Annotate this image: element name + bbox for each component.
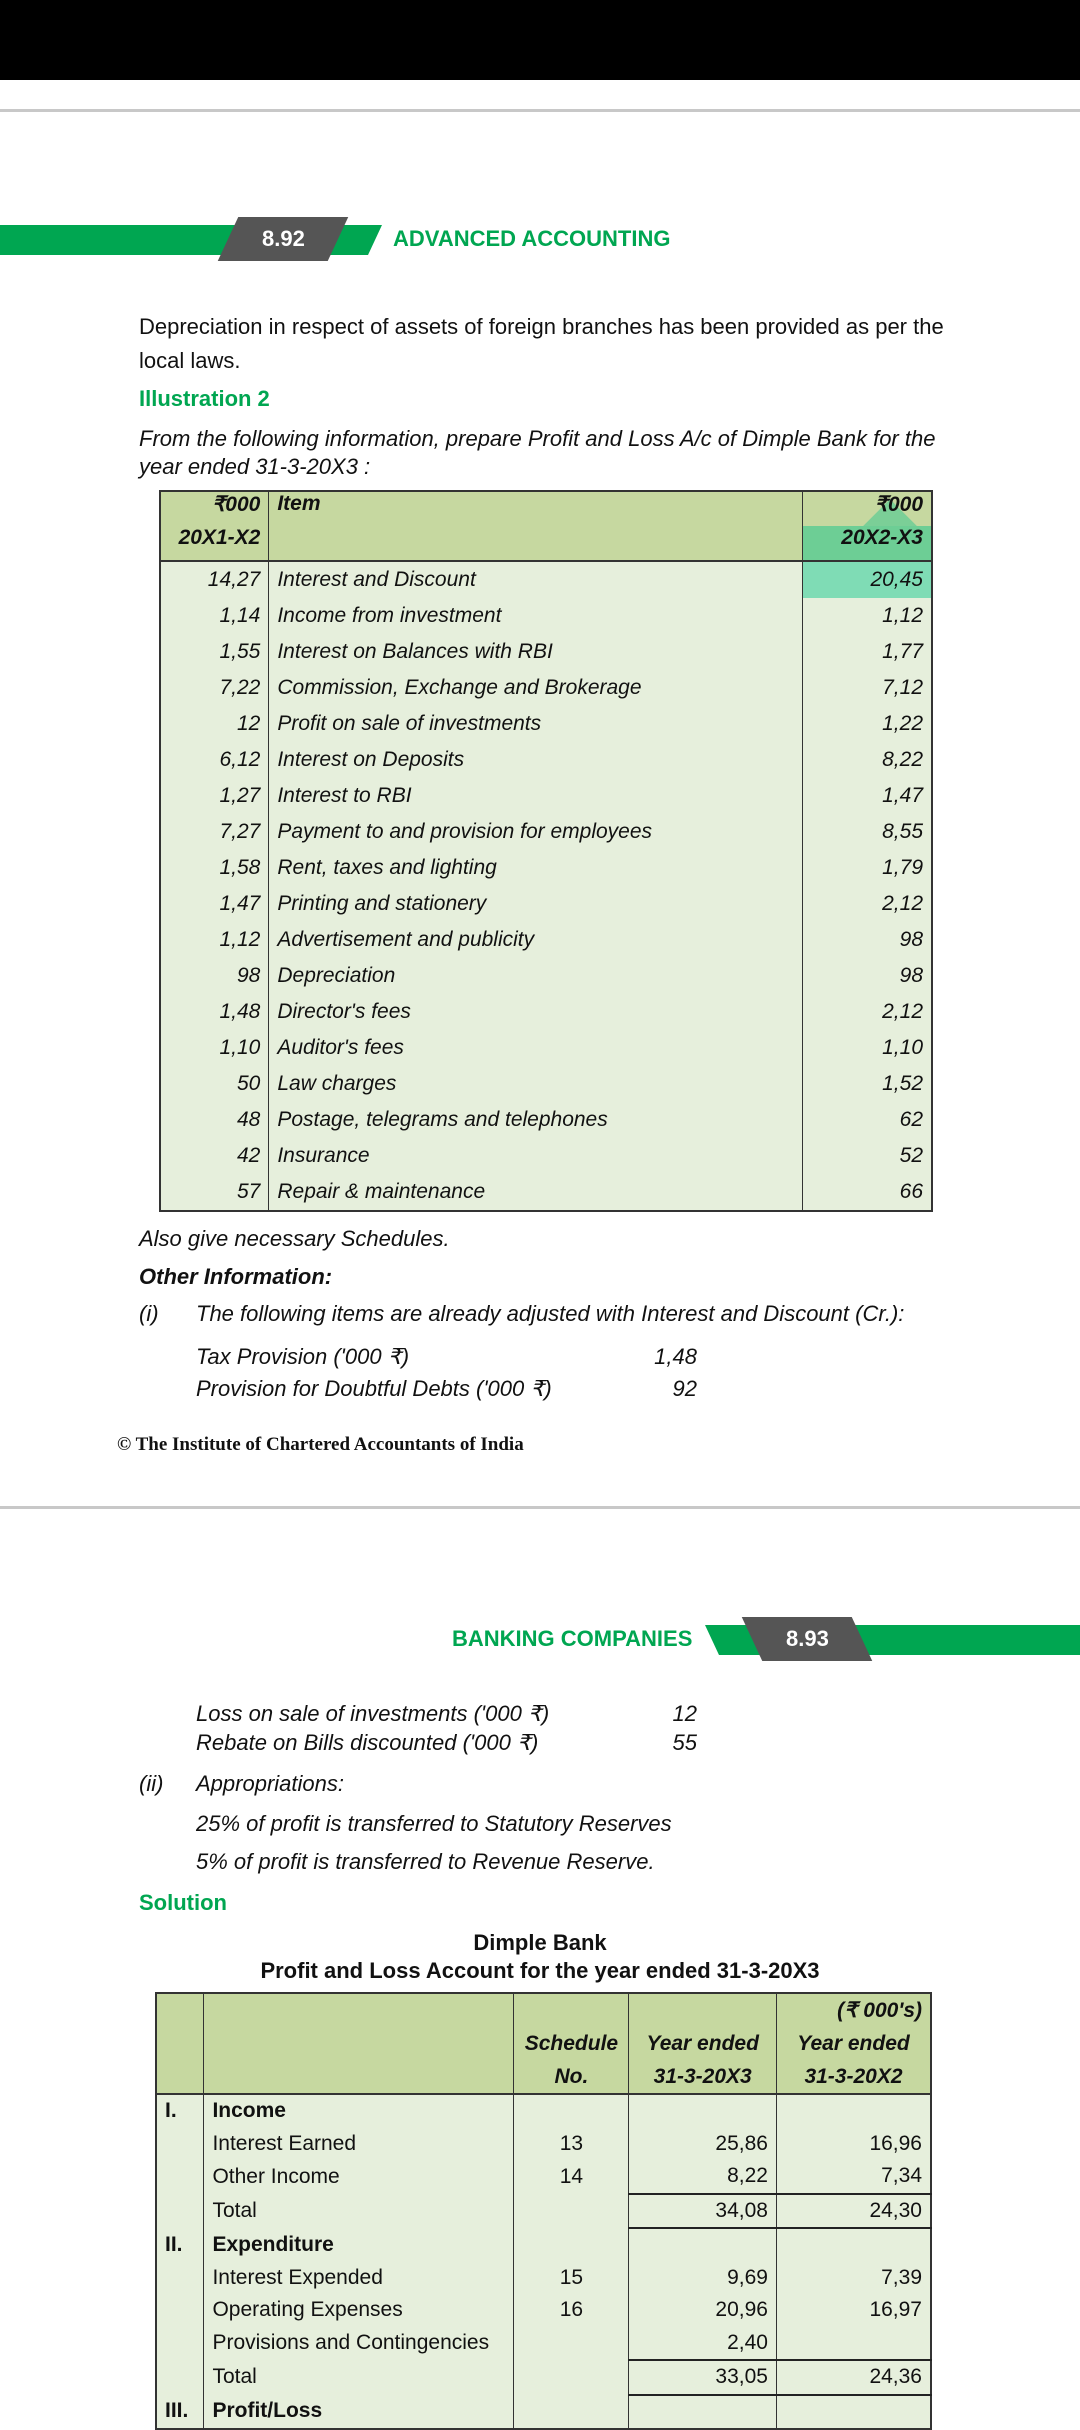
header-current: Year ended xyxy=(629,2027,777,2060)
table-row xyxy=(160,1174,932,1211)
curr-value: 2,12 xyxy=(802,994,932,1030)
current-year-value: 2,40 xyxy=(629,2327,777,2361)
current-year-value: 25,86 xyxy=(629,2128,777,2161)
table-row xyxy=(156,2094,931,2128)
header-previous: Year ended xyxy=(776,2027,931,2060)
question-line: year ended 31-3-20X3 : xyxy=(139,454,371,479)
prev-value: 50 xyxy=(160,1066,269,1102)
item-label: Auditor's fees xyxy=(269,1030,802,1066)
item-label: Interest on Deposits xyxy=(269,742,802,778)
table-row xyxy=(156,2194,931,2229)
adjustment-value: 1,48 xyxy=(654,1344,697,1369)
prev-value: 6,12 xyxy=(160,742,269,778)
section-number xyxy=(156,2327,204,2361)
item-label: Rent, taxes and lighting xyxy=(269,850,802,886)
item-label: Law charges xyxy=(269,1066,802,1102)
item-label: Interest to RBI xyxy=(269,778,802,814)
prev-value: 7,27 xyxy=(160,814,269,850)
data-table xyxy=(159,490,933,1212)
current-year-value xyxy=(629,2094,777,2128)
prev-value: 14,27 xyxy=(160,561,269,598)
row-label: Profit/Loss xyxy=(204,2395,514,2430)
schedule-no xyxy=(514,2228,629,2262)
page-divider xyxy=(0,109,1080,112)
adjustment-label: Tax Provision ('000 ₹) xyxy=(196,1344,410,1369)
running-header: BANKING COMPANIES xyxy=(452,1626,693,1651)
curr-value: 1,10 xyxy=(802,1030,932,1066)
section-number: I. xyxy=(156,2094,204,2128)
table-row xyxy=(156,2327,931,2361)
other-info-title: Other Information: xyxy=(139,1264,333,1289)
copyright: © The Institute of Chartered Accountants of India xyxy=(117,1434,524,1455)
previous-year-value: 16,97 xyxy=(776,2294,931,2327)
table-row xyxy=(160,850,932,886)
section-number xyxy=(156,2194,204,2229)
row-label: Total xyxy=(204,2360,514,2395)
page-number-tag: 8.92 xyxy=(218,217,349,261)
previous-year-value: 24,30 xyxy=(776,2194,931,2229)
prev-value: 1,12 xyxy=(160,922,269,958)
item-label: Postage, telegrams and telephones xyxy=(269,1102,802,1138)
previous-year-value xyxy=(776,2228,931,2262)
prev-value: 1,55 xyxy=(160,634,269,670)
prev-value: 1,10 xyxy=(160,1030,269,1066)
prev-value: 12 xyxy=(160,706,269,742)
adjustment-value: 92 xyxy=(672,1376,697,1401)
header-prev-unit: ₹000 xyxy=(160,491,269,526)
table-row xyxy=(156,2294,931,2327)
curr-value: 1,47 xyxy=(802,778,932,814)
table-row xyxy=(156,2228,931,2262)
adjustment-label: Provision for Doubtful Debts ('000 ₹) xyxy=(196,1376,552,1401)
previous-year-value: 16,96 xyxy=(776,2128,931,2161)
section-number xyxy=(156,2128,204,2161)
profit-loss-table: (₹ 000's) Schedule Year ended Year ended No. 31-3-20X3 31-3-20X2 I. Income Interest Earned 13 25,86 16,96 Other Income 14 8,22 7,34 Total 34,08 24,30 II. Expenditure Interest Expended 15 9,69 7,39 Operating Expenses 16 20,96 16,97 Provisions and Contingencies 2,40 Total 33,05 24,36 III. Profit/Loss xyxy=(155,1992,932,2430)
prev-value: 1,48 xyxy=(160,994,269,1030)
item-text: Appropriations: xyxy=(196,1771,344,1796)
section-number: II. xyxy=(156,2228,204,2262)
row-label: Operating Expenses xyxy=(204,2294,514,2327)
row-label: Interest Expended xyxy=(204,2262,514,2295)
adjustment-label: Loss on sale of investments ('000 ₹) xyxy=(196,1701,550,1726)
item-label: Profit on sale of investments xyxy=(269,706,802,742)
table-row xyxy=(160,1138,932,1174)
item-number: (i) xyxy=(139,1301,159,1326)
item-number: (ii) xyxy=(139,1771,164,1796)
table-row xyxy=(160,1030,932,1066)
curr-value: 1,12 xyxy=(802,598,932,634)
previous-year-value: 7,34 xyxy=(776,2160,931,2194)
table-row xyxy=(160,958,932,994)
previous-year-value: 24,36 xyxy=(776,2360,931,2395)
header-curr-year: 20X2-X3 xyxy=(802,526,932,561)
table-row xyxy=(160,778,932,814)
item-label: Income from investment xyxy=(269,598,802,634)
item-label: Interest on Balances with RBI xyxy=(269,634,802,670)
row-label: Expenditure xyxy=(204,2228,514,2262)
curr-value: 1,52 xyxy=(802,1066,932,1102)
adjustment-value: 12 xyxy=(672,1701,697,1726)
illustration-title: Illustration 2 xyxy=(139,386,270,411)
curr-value: 66 xyxy=(802,1174,932,1211)
schedule-no: 16 xyxy=(514,2294,629,2327)
item-text: The following items are already adjusted with Interest and Discount (Cr.): xyxy=(196,1301,905,1326)
table-row xyxy=(160,922,932,958)
unit-label: (₹ 000's) xyxy=(776,1993,931,2027)
prev-value: 7,22 xyxy=(160,670,269,706)
table-row xyxy=(160,561,932,598)
table-row xyxy=(160,1102,932,1138)
table-row xyxy=(160,994,932,1030)
current-year-value: 34,08 xyxy=(629,2194,777,2229)
item-label: Director's fees xyxy=(269,994,802,1030)
page-divider xyxy=(0,1506,1080,1509)
schedule-no xyxy=(514,2327,629,2361)
schedule-no xyxy=(514,2360,629,2395)
schedule-no: 15 xyxy=(514,2262,629,2295)
curr-value: 1,77 xyxy=(802,634,932,670)
row-label: Total xyxy=(204,2194,514,2229)
item-label: Payment to and provision for employees xyxy=(269,814,802,850)
previous-year-value xyxy=(776,2094,931,2128)
schedule-no: 14 xyxy=(514,2160,629,2194)
curr-value: 2,12 xyxy=(802,886,932,922)
curr-value: 7,12 xyxy=(802,670,932,706)
prev-value: 1,27 xyxy=(160,778,269,814)
intro-paragraph: Depreciation in respect of assets of foreign branches has been provided as per the local laws. xyxy=(139,314,944,373)
bank-name: Dimple Bank xyxy=(473,1930,607,1955)
table-row xyxy=(160,634,932,670)
solution-title: Solution xyxy=(139,1890,227,1915)
adjustment-value: 55 xyxy=(672,1730,697,1755)
header-schedule: Schedule xyxy=(514,2027,629,2060)
prev-value: 57 xyxy=(160,1174,269,1211)
header-prev-year: 20X1-X2 xyxy=(160,526,269,561)
prev-value: 48 xyxy=(160,1102,269,1138)
prev-value: 1,14 xyxy=(160,598,269,634)
prev-value: 1,58 xyxy=(160,850,269,886)
table-row xyxy=(160,886,932,922)
schedule-no: 13 xyxy=(514,2128,629,2161)
item-label: Depreciation xyxy=(269,958,802,994)
table-row xyxy=(156,2160,931,2194)
curr-value: 8,55 xyxy=(802,814,932,850)
table-row xyxy=(160,742,932,778)
status-bar xyxy=(0,0,1080,80)
prev-value: 42 xyxy=(160,1138,269,1174)
item-label: Printing and stationery xyxy=(269,886,802,922)
row-label: Other Income xyxy=(204,2160,514,2194)
table-row xyxy=(156,2360,931,2395)
item-label: Advertisement and publicity xyxy=(269,922,802,958)
table-row xyxy=(156,2262,931,2295)
current-year-value: 20,96 xyxy=(629,2294,777,2327)
schedule-no xyxy=(514,2194,629,2229)
previous-year-value xyxy=(776,2327,931,2361)
header-curr-unit: ₹000 xyxy=(802,491,932,526)
row-label: Income xyxy=(204,2094,514,2128)
question-line: From the following information, prepare Profit and Loss A/c of Dimple Bank for the xyxy=(139,426,936,451)
row-label: Provisions and Contingencies xyxy=(204,2327,514,2361)
adjustment-label: Rebate on Bills discounted ('000 ₹) xyxy=(196,1730,539,1755)
appropriation: 5% of profit is transferred to Revenue Reserve. xyxy=(196,1849,655,1874)
table-row xyxy=(160,1066,932,1102)
section-number xyxy=(156,2360,204,2395)
table-row xyxy=(160,670,932,706)
prev-value: 98 xyxy=(160,958,269,994)
running-header: ADVANCED ACCOUNTING xyxy=(393,226,671,251)
curr-value: 52 xyxy=(802,1138,932,1174)
item-label: Repair & maintenance xyxy=(269,1174,802,1211)
section-number xyxy=(156,2160,204,2194)
table-row xyxy=(156,2128,931,2161)
statement-title: Profit and Loss Account for the year ended 31-3-20X3 xyxy=(260,1958,820,1983)
page-number-tag: 8.93 xyxy=(742,1617,873,1661)
section-number xyxy=(156,2262,204,2295)
also-give-note: Also give necessary Schedules. xyxy=(139,1226,450,1251)
curr-value: 62 xyxy=(802,1102,932,1138)
section-number: III. xyxy=(156,2395,204,2430)
previous-year-value: 7,39 xyxy=(776,2262,931,2295)
curr-value: 98 xyxy=(802,922,932,958)
current-year-value: 8,22 xyxy=(629,2160,777,2194)
table-row xyxy=(160,814,932,850)
table-row xyxy=(160,598,932,634)
header-item: Item xyxy=(269,491,802,526)
curr-value: 1,22 xyxy=(802,706,932,742)
item-label: Interest and Discount xyxy=(269,561,802,598)
curr-value: 8,22 xyxy=(802,742,932,778)
curr-value: 98 xyxy=(802,958,932,994)
curr-value: 20,45 xyxy=(802,561,932,598)
row-label: Interest Earned xyxy=(204,2128,514,2161)
item-label: Commission, Exchange and Brokerage xyxy=(269,670,802,706)
current-year-value: 33,05 xyxy=(629,2360,777,2395)
section-number xyxy=(156,2294,204,2327)
curr-value: 1,79 xyxy=(802,850,932,886)
current-year-value: 9,69 xyxy=(629,2262,777,2295)
current-year-value xyxy=(629,2228,777,2262)
table-row xyxy=(160,706,932,742)
appropriation: 25% of profit is transferred to Statutory Reserves xyxy=(196,1811,672,1836)
schedule-no xyxy=(514,2094,629,2128)
prev-value: 1,47 xyxy=(160,886,269,922)
item-label: Insurance xyxy=(269,1138,802,1174)
